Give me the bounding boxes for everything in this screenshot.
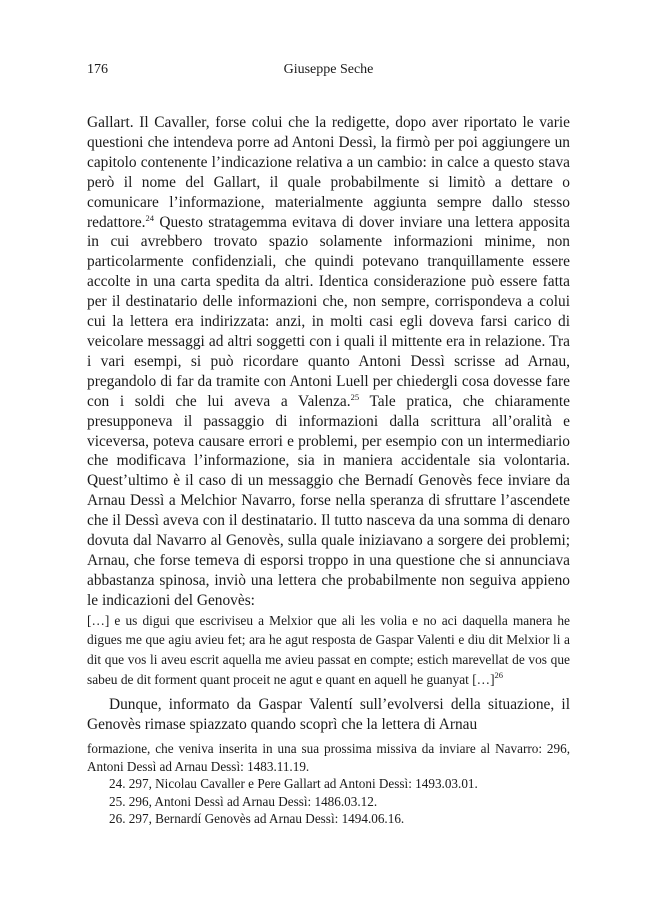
footnote-24: 24. 297, Nicolau Cavaller e Pere Gallart ad Antoni Dessì: 1493.03.01. — [109, 776, 478, 791]
footnote-25: 25. 296, Antoni Dessì ad Arnau Dessì: 1486.03.12. — [109, 793, 378, 809]
running-header — [87, 56, 570, 80]
book-page — [87, 56, 570, 735]
block-quote — [87, 611, 570, 690]
quote-text: […] e us digui que escriviseu a Melxior que ali les volia e no aci daquella manera he digues me que agiu avieu fet; ara he agut resposta de Gaspar Valenti e diu dit Melxior li a dit que vos li aveu escrit aquella me avieu passat en compte; estich marevellat de vos que sabeu de dit forment quant proceit ne agut e quant en aquell he guanyat […] — [87, 612, 570, 687]
paragraph-text: Gallart. Il Cavaller, forse colui che la redigette, dopo aver riportato le varie questioni che intendeva porre ad Antoni Dessì, la firmò per poi aggiungere un capitolo contenente l’indicazione relativa a un cambio: in calce a questo stava però il nome del Gallart, il quale probabilmente si limitò a dettare o comunicare l’informazione, materialmente aggiunta sempre dallo stesso redattore. — [87, 114, 570, 231]
footnote-reference: 25 — [350, 391, 360, 402]
paragraph-text: Questo stratagemma evitava di dover inviare una lettera apposita in cui avrebbero trovato spazio solamente informazioni minime, non particolarmente confidenziali, che quindi potevano tranquillamente essere accolte in una carta spedita da altri. Identica considerazione può essere fatta per il destinatario delle informazioni che, non sempre, corrispondeva a colui cui la lettera era indirizzata: anzi, in molti casi egli doveva farsi carico di veicolare messaggi ad altri soggetti con i quali il mittente era in relazione. Tra i vari esempi, si può ricordare quanto Antoni Dessì scrisse ad Arnau, pregandolo di far da tramite con Antoni Luell per chiedergli cosa dovesse fare con i soldi che lui aveva a Valenza. — [87, 213, 570, 410]
body-paragraph — [87, 113, 570, 611]
body-paragraph — [87, 695, 570, 735]
footnote-continued: formazione, che veniva inserita in una sua prossima missiva da inviare al Navarro: 296, Antoni Dessì ad Arnau Dessì: 1483.11.19. — [87, 741, 570, 774]
page-number: 176 — [87, 62, 108, 77]
footnote-26: 26. 297, Bernardí Genovès ad Arnau Dessì: 1494.06.16. — [109, 811, 405, 826]
main-text — [87, 113, 570, 735]
footnote-reference: 24 — [145, 212, 155, 223]
footnote-reference: 26 — [494, 669, 504, 680]
paragraph-text: Dunque, informato da Gaspar Valentí sull’evolversi della situazione, il Genovès rimase spiazzato quando scoprì che la lettera di Arnau — [87, 696, 570, 734]
running-title-author: Giuseppe Seche — [283, 62, 374, 77]
paragraph-text: Tale pratica, che chiaramente presupponeva il passaggio di informazioni dalla scrittura all’oralità e viceversa, poteva causare errori e problemi, per esempio con un intermediario che modificava l’informazione, sia in maniera accidentale sia volontaria. Quest’ultimo è il caso di un messaggio che Bernadí Genovès fece inviare da Arnau Dessì a Melchior Navarro, forse nella speranza di sfruttare l’ascendete che il Dessì aveva con il destinatario. Il tutto nasceva da una somma di denaro dovuta dal Navarro al Genovès, sulla quale iniziavano a sorgere dei problemi; Arnau, che forse temeva di esporsi troppo in una questione che si annunciava abbastanza spinosa, inviò una lettera che probabilmente non seguiva appieno le indicazioni del Genovès: — [87, 392, 570, 609]
footnotes — [87, 740, 570, 828]
